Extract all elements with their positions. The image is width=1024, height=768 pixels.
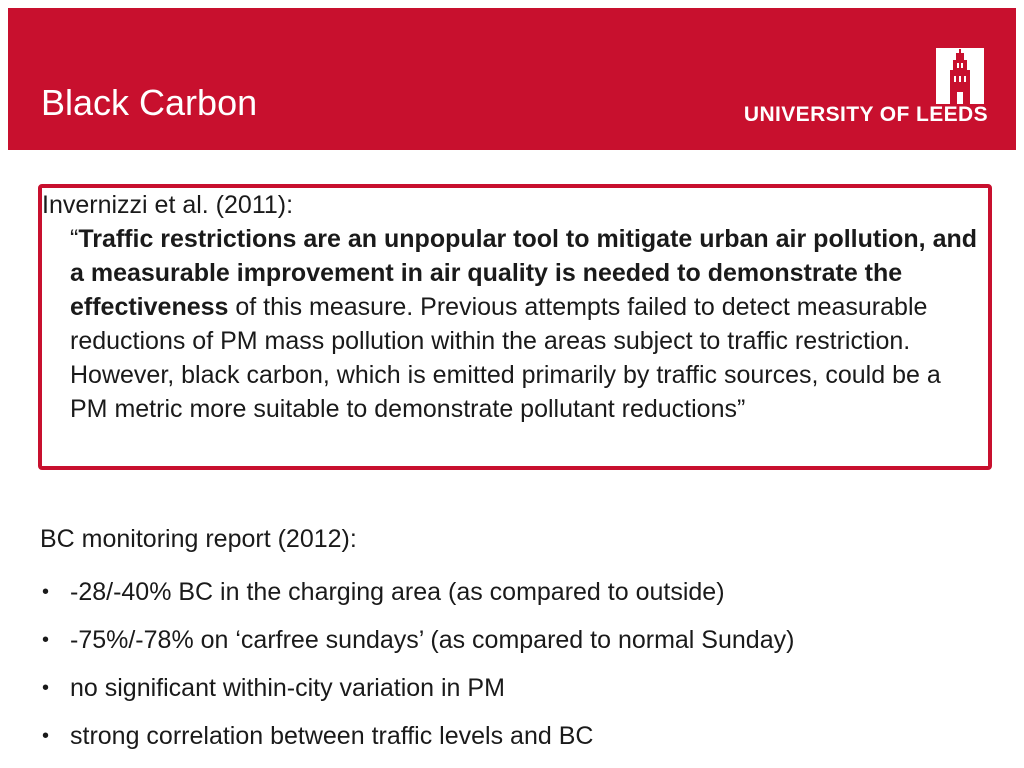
list-item bbox=[40, 616, 794, 664]
list-item-text: no significant within-city variation in PM bbox=[70, 674, 505, 702]
list-item bbox=[40, 664, 794, 712]
bullet-icon: • bbox=[42, 725, 50, 747]
page-title: Black Carbon bbox=[41, 82, 258, 123]
list-item bbox=[40, 712, 794, 760]
list-item-text: strong correlation between traffic levels and BC bbox=[70, 722, 594, 750]
report-heading: BC monitoring report (2012): bbox=[40, 525, 357, 553]
bullet-icon: • bbox=[42, 581, 50, 603]
university-crest-icon bbox=[936, 48, 984, 104]
university-logo-text: UNIVERSITY OF LEEDS bbox=[743, 103, 988, 126]
bullet-icon: • bbox=[42, 629, 50, 651]
quote-source: Invernizzi et al. (2011): bbox=[42, 191, 294, 219]
bullet-icon: • bbox=[42, 677, 50, 699]
quote-bold-text: Traffic restrictions are an unpopular tool to mitigate urban air pollution, and a measurable improvement in air quality is needed to demonstrate the effectiveness bbox=[70, 225, 978, 321]
quote-open-mark: “ bbox=[70, 225, 79, 253]
list-item-text: -28/-40% BC in the charging area (as compared to outside) bbox=[70, 578, 725, 606]
report-bullet-list bbox=[40, 568, 794, 760]
quote-text bbox=[70, 222, 984, 426]
header-banner bbox=[8, 8, 1016, 150]
list-item-text: -75%/-78% on ‘carfree sundays’ (as compared to normal Sunday) bbox=[70, 626, 795, 654]
list-item bbox=[40, 568, 794, 616]
quote-rest-text: of this measure. Previous attempts failed to detect measurable reductions of PM mass pollution within the areas subject to traffic restriction. However, black carbon, which is emitted primarily by traffic sources, could be a PM metric more suitable to demonstrate pollutant reductions” bbox=[70, 293, 941, 423]
